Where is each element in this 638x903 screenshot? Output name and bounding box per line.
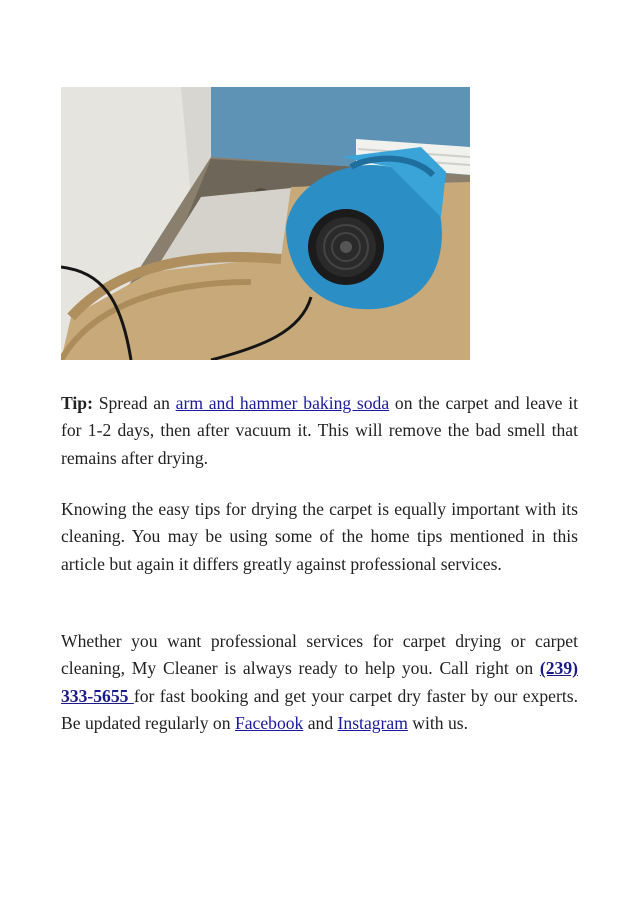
contact-text-ending: with us.	[407, 713, 469, 734]
tip-label: Tip:	[61, 393, 93, 413]
contact-paragraph	[61, 628, 578, 738]
contact-text-middle: for fast booking and get your carpet dry faster by our experts. Be updated regularly on	[61, 685, 578, 734]
contact-text-intro: Whether you want professional services for carpet drying or carpet cleaning, My Cleaner is always ready to help you. Call right on	[61, 631, 578, 679]
facebook-link[interactable]: Facebook	[234, 713, 304, 734]
tip-text-before-link: Spread an	[92, 393, 176, 413]
carpet-drying-photo	[61, 87, 470, 360]
instagram-link[interactable]: Instagram	[337, 713, 408, 734]
contact-text-and: and	[303, 713, 338, 734]
tip-text-after-link: on the carpet and leave it for 1-2 days, then after vacuum it. This will remove the bad smell that remains after drying.	[61, 393, 578, 468]
tips-importance-paragraph: Knowing the easy tips for drying the carpet is equally important with its cleaning. You may be using some of the home tips mentioned in this article but again it differs greatly against professional services.	[61, 499, 578, 574]
phone-link[interactable]: (239) 333-5655	[61, 658, 578, 706]
baking-soda-link[interactable]: arm and hammer baking soda	[175, 393, 390, 413]
carpet-dryer-fan-icon	[61, 87, 470, 360]
tip-paragraph	[61, 390, 578, 472]
